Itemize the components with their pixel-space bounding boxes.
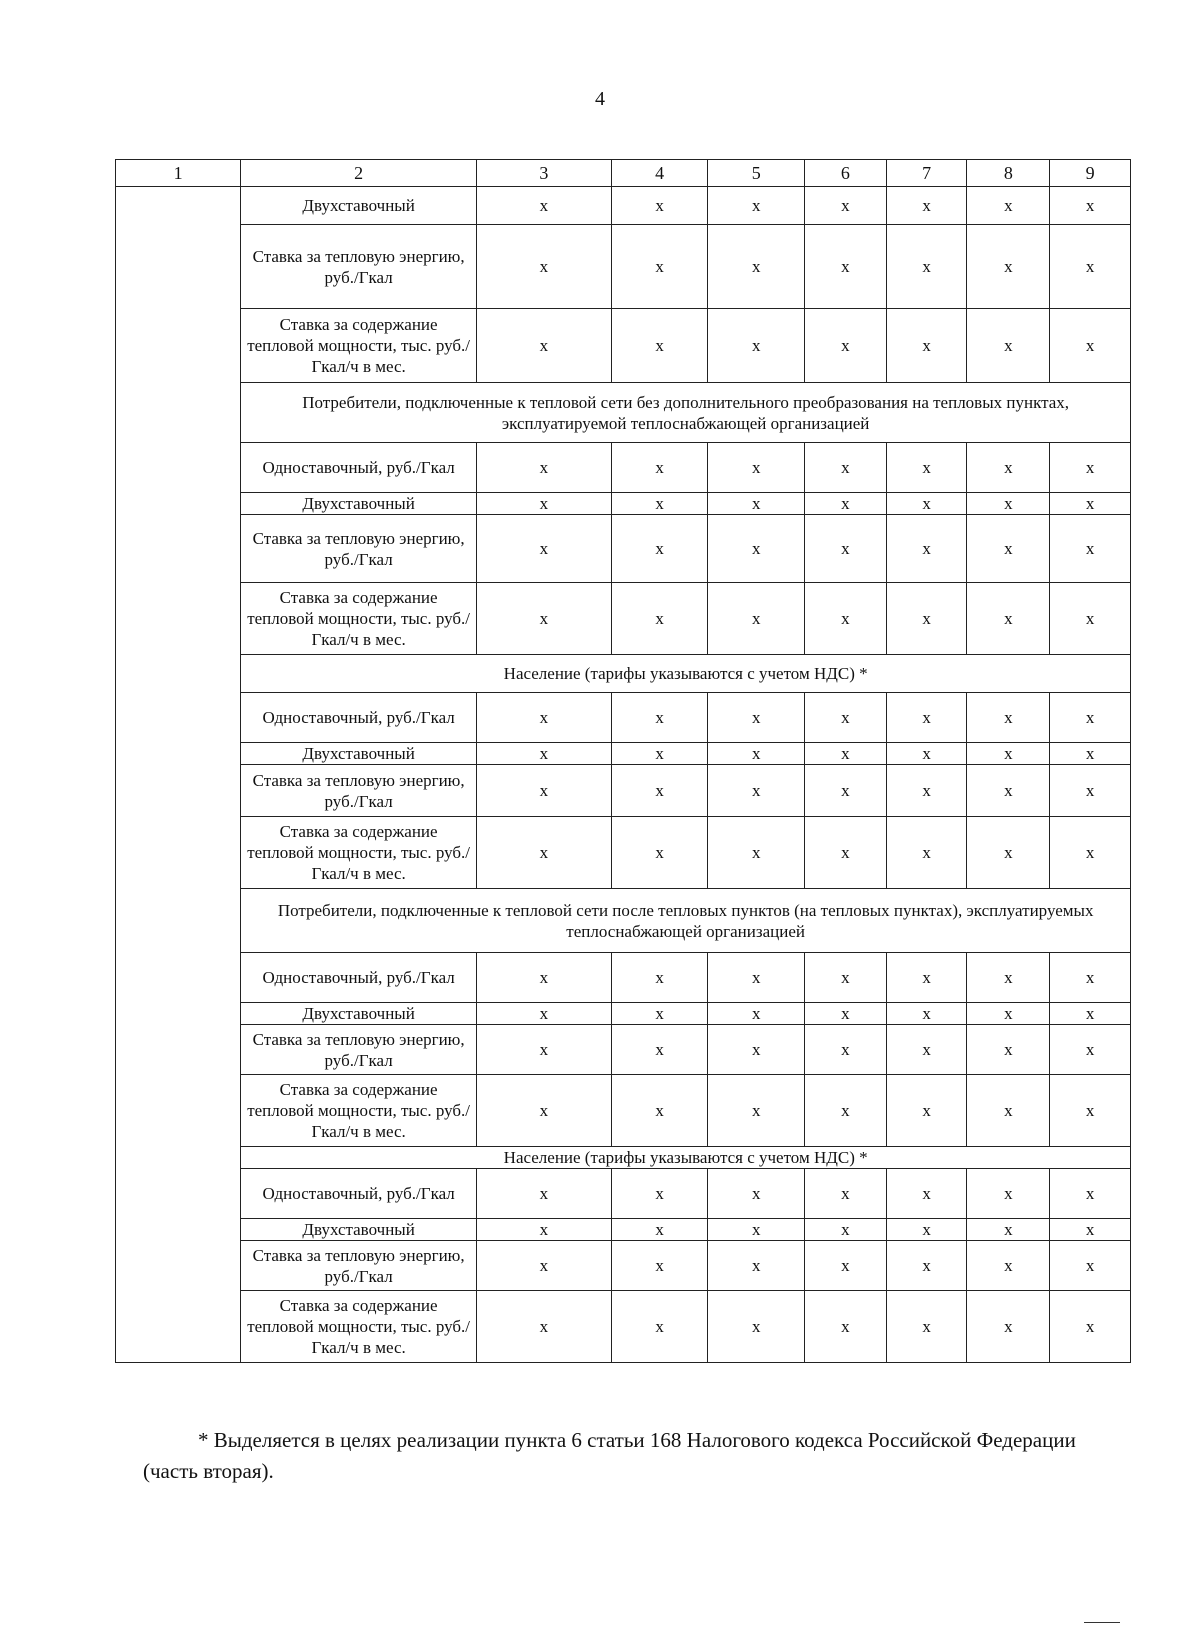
x-cell: х	[886, 1169, 967, 1219]
x-cell: х	[967, 225, 1050, 309]
x-cell: х	[1050, 817, 1131, 889]
x-cell: х	[967, 1075, 1050, 1147]
table-row	[116, 1169, 1131, 1219]
x-cell: х	[476, 225, 611, 309]
header-cell-6: 6	[805, 160, 887, 187]
x-cell: х	[476, 309, 611, 383]
x-cell: х	[967, 693, 1050, 743]
x-cell: х	[708, 493, 805, 515]
x-cell: х	[967, 1219, 1050, 1241]
row-label: Одноставочный, руб./Гкал	[241, 693, 477, 743]
x-cell: х	[611, 443, 708, 493]
table-row	[116, 1075, 1131, 1147]
x-cell: х	[708, 1169, 805, 1219]
header-row	[116, 160, 1131, 187]
row-label: Ставка за содержание тепловой мощности, тыс. руб./Гкал/ч в мес.	[241, 583, 477, 655]
section-heading: Население (тарифы указываются с учетом НДС) *	[241, 1147, 1131, 1169]
table-row	[116, 1241, 1131, 1291]
x-cell: х	[805, 1219, 887, 1241]
x-cell: х	[476, 765, 611, 817]
header-cell-1: 1	[116, 160, 241, 187]
x-cell: х	[805, 515, 887, 583]
row-label: Одноставочный, руб./Гкал	[241, 443, 477, 493]
x-cell: х	[805, 743, 887, 765]
x-cell: х	[611, 515, 708, 583]
x-cell: х	[708, 225, 805, 309]
x-cell: х	[805, 1169, 887, 1219]
x-cell: х	[1050, 1075, 1131, 1147]
x-cell: х	[1050, 1003, 1131, 1025]
x-cell: х	[967, 583, 1050, 655]
x-cell: х	[476, 1075, 611, 1147]
x-cell: х	[967, 443, 1050, 493]
x-cell: х	[1050, 583, 1131, 655]
x-cell: х	[476, 1241, 611, 1291]
x-cell: х	[886, 583, 967, 655]
x-cell: х	[886, 309, 967, 383]
table-row	[116, 1291, 1131, 1363]
x-cell: х	[886, 743, 967, 765]
tariff-table	[115, 159, 1131, 1363]
table-body	[116, 160, 1131, 1363]
x-cell: х	[476, 443, 611, 493]
x-cell: х	[611, 1169, 708, 1219]
x-cell: х	[476, 1219, 611, 1241]
x-cell: х	[886, 1003, 967, 1025]
x-cell: х	[476, 743, 611, 765]
x-cell: х	[886, 1025, 967, 1075]
x-cell: х	[805, 1075, 887, 1147]
x-cell: х	[967, 187, 1050, 225]
x-cell: х	[967, 1025, 1050, 1075]
row-label: Ставка за тепловую энергию, руб./Гкал	[241, 765, 477, 817]
table-row	[116, 515, 1131, 583]
x-cell: х	[476, 515, 611, 583]
table-row	[116, 953, 1131, 1003]
x-cell: х	[708, 817, 805, 889]
x-cell: х	[611, 817, 708, 889]
x-cell: х	[886, 765, 967, 817]
x-cell: х	[967, 953, 1050, 1003]
row-label: Ставка за содержание тепловой мощности, тыс. руб./Гкал/ч в мес.	[241, 309, 477, 383]
table-row	[116, 187, 1131, 225]
x-cell: х	[476, 187, 611, 225]
x-cell: х	[967, 765, 1050, 817]
x-cell: х	[886, 187, 967, 225]
x-cell: х	[805, 765, 887, 817]
x-cell: х	[476, 1003, 611, 1025]
x-cell: х	[476, 1291, 611, 1363]
header-cell-9: 9	[1050, 160, 1131, 187]
x-cell: х	[611, 1025, 708, 1075]
x-cell: х	[476, 583, 611, 655]
x-cell: х	[805, 1291, 887, 1363]
x-cell: х	[886, 493, 967, 515]
x-cell: х	[708, 187, 805, 225]
x-cell: х	[805, 583, 887, 655]
section-heading: Потребители, подключенные к тепловой сети без дополнительного преобразования на тепловых пунктах, эксплуатируемой теплоснабжающей организацией	[241, 383, 1131, 443]
x-cell: х	[1050, 1219, 1131, 1241]
x-cell: х	[805, 953, 887, 1003]
x-cell: х	[886, 817, 967, 889]
x-cell: х	[886, 443, 967, 493]
header-cell-3: 3	[476, 160, 611, 187]
x-cell: х	[805, 1025, 887, 1075]
table-row	[116, 743, 1131, 765]
x-cell: х	[805, 309, 887, 383]
x-cell: х	[967, 309, 1050, 383]
x-cell: х	[886, 1241, 967, 1291]
x-cell: х	[886, 225, 967, 309]
table-row	[116, 817, 1131, 889]
x-cell: х	[886, 1075, 967, 1147]
header-cell-2: 2	[241, 160, 477, 187]
row-label: Ставка за содержание тепловой мощности, тыс. руб./Гкал/ч в мес.	[241, 1075, 477, 1147]
footnote: * Выделяется в целях реализации пункта 6 статьи 168 Налогового кодекса Российской Федерации (часть вторая).	[143, 1428, 1076, 1483]
row-label: Двухставочный	[241, 743, 477, 765]
x-cell: х	[476, 693, 611, 743]
x-cell: х	[611, 583, 708, 655]
x-cell: х	[967, 1003, 1050, 1025]
x-cell: х	[611, 1219, 708, 1241]
x-cell: х	[886, 515, 967, 583]
x-cell: х	[708, 583, 805, 655]
x-cell: х	[611, 309, 708, 383]
x-cell: х	[708, 515, 805, 583]
x-cell: х	[708, 953, 805, 1003]
x-cell: х	[708, 743, 805, 765]
header-cell-4: 4	[611, 160, 708, 187]
x-cell: х	[1050, 765, 1131, 817]
section-heading: Потребители, подключенные к тепловой сети после тепловых пунктов (на тепловых пунктах), эксплуатируемых теплоснабжающей организацией	[241, 889, 1131, 953]
row-label: Одноставочный, руб./Гкал	[241, 1169, 477, 1219]
row-label: Ставка за тепловую энергию, руб./Гкал	[241, 515, 477, 583]
x-cell: х	[1050, 1291, 1131, 1363]
table-row	[116, 583, 1131, 655]
section-row	[116, 655, 1131, 693]
row-label: Двухставочный	[241, 1003, 477, 1025]
x-cell: х	[611, 225, 708, 309]
x-cell: х	[886, 693, 967, 743]
x-cell: х	[1050, 309, 1131, 383]
x-cell: х	[805, 1241, 887, 1291]
x-cell: х	[1050, 493, 1131, 515]
table-row	[116, 1003, 1131, 1025]
row-label: Ставка за тепловую энергию, руб./Гкал	[241, 225, 477, 309]
x-cell: х	[708, 1075, 805, 1147]
table-row	[116, 693, 1131, 743]
table-row	[116, 225, 1131, 309]
row-label: Ставка за тепловую энергию, руб./Гкал	[241, 1241, 477, 1291]
x-cell: х	[611, 1003, 708, 1025]
table-row	[116, 1025, 1131, 1075]
x-cell: х	[611, 953, 708, 1003]
header-cell-5: 5	[708, 160, 805, 187]
table-row	[116, 443, 1131, 493]
x-cell: х	[708, 693, 805, 743]
x-cell: х	[967, 493, 1050, 515]
x-cell: х	[708, 1241, 805, 1291]
x-cell: х	[476, 1025, 611, 1075]
table-row	[116, 309, 1131, 383]
x-cell: х	[611, 693, 708, 743]
first-column-cell	[116, 187, 241, 1363]
x-cell: х	[967, 817, 1050, 889]
x-cell: х	[1050, 225, 1131, 309]
x-cell: х	[805, 1003, 887, 1025]
x-cell: х	[886, 1291, 967, 1363]
header-cell-7: 7	[886, 160, 967, 187]
x-cell: х	[1050, 953, 1131, 1003]
x-cell: х	[1050, 1025, 1131, 1075]
x-cell: х	[1050, 515, 1131, 583]
x-cell: х	[611, 765, 708, 817]
row-label: Ставка за содержание тепловой мощности, тыс. руб./Гкал/ч в мес.	[241, 1291, 477, 1363]
page-number: 4	[595, 88, 605, 110]
x-cell: х	[611, 493, 708, 515]
x-cell: х	[886, 953, 967, 1003]
section-row	[116, 1147, 1131, 1169]
x-cell: х	[1050, 693, 1131, 743]
corner-mark	[1084, 1622, 1120, 1623]
row-label: Двухставочный	[241, 493, 477, 515]
x-cell: х	[708, 309, 805, 383]
x-cell: х	[805, 693, 887, 743]
x-cell: х	[708, 1291, 805, 1363]
x-cell: х	[967, 1169, 1050, 1219]
section-row	[116, 889, 1131, 953]
x-cell: х	[611, 743, 708, 765]
x-cell: х	[805, 187, 887, 225]
x-cell: х	[708, 765, 805, 817]
row-label: Двухставочный	[241, 1219, 477, 1241]
row-label: Ставка за тепловую энергию, руб./Гкал	[241, 1025, 477, 1075]
x-cell: х	[1050, 1241, 1131, 1291]
x-cell: х	[967, 1291, 1050, 1363]
x-cell: х	[708, 1003, 805, 1025]
section-row	[116, 383, 1131, 443]
table-row	[116, 493, 1131, 515]
x-cell: х	[967, 743, 1050, 765]
x-cell: х	[476, 817, 611, 889]
x-cell: х	[805, 225, 887, 309]
x-cell: х	[886, 1219, 967, 1241]
x-cell: х	[805, 817, 887, 889]
x-cell: х	[1050, 443, 1131, 493]
row-label: Двухставочный	[241, 187, 477, 225]
row-label: Ставка за содержание тепловой мощности, тыс. руб./Гкал/ч в мес.	[241, 817, 477, 889]
x-cell: х	[967, 515, 1050, 583]
x-cell: х	[708, 1219, 805, 1241]
section-heading: Население (тарифы указываются с учетом НДС) *	[241, 655, 1131, 693]
x-cell: х	[1050, 743, 1131, 765]
x-cell: х	[805, 443, 887, 493]
x-cell: х	[611, 1291, 708, 1363]
x-cell: х	[1050, 187, 1131, 225]
x-cell: х	[476, 1169, 611, 1219]
x-cell: х	[1050, 1169, 1131, 1219]
table-row	[116, 1219, 1131, 1241]
x-cell: х	[611, 1075, 708, 1147]
x-cell: х	[476, 493, 611, 515]
x-cell: х	[708, 1025, 805, 1075]
x-cell: х	[708, 443, 805, 493]
x-cell: х	[611, 1241, 708, 1291]
x-cell: х	[805, 493, 887, 515]
x-cell: х	[967, 1241, 1050, 1291]
header-cell-8: 8	[967, 160, 1050, 187]
table-row	[116, 765, 1131, 817]
x-cell: х	[476, 953, 611, 1003]
row-label: Одноставочный, руб./Гкал	[241, 953, 477, 1003]
x-cell: х	[611, 187, 708, 225]
